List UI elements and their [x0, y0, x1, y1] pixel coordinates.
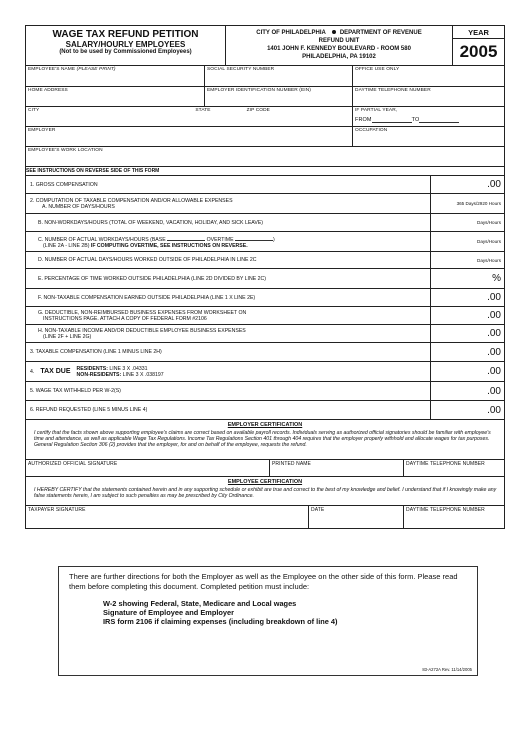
to-input[interactable] — [419, 117, 459, 123]
partial-year-field[interactable]: IF PARTIAL YEAR, FROM TO — [353, 107, 504, 126]
employer-certification — [26, 420, 504, 460]
employer-field[interactable]: EMPLOYER — [26, 127, 353, 146]
agency-city: CITY OF PHILADELPHIA — [256, 30, 326, 36]
form-header — [26, 26, 504, 66]
line-2h: H. NON-TAXABLE INCOME AND/OR DEDUCTIBLE EMPLOYEE BUSINESS EXPENSES (LINE 2F + LINE 2G) .00 — [26, 325, 504, 343]
requirements-note — [58, 566, 478, 676]
agency-address-1: 1401 JOHN F. KENNEDY BOULEVARD - ROOM 580 — [267, 46, 411, 52]
employer-cert-body: I certify that the facts shown above supporting employee's claims are correct based on available payroll records. Individuals serving as authorized official signatories should be familiar with employee's time and attendance, as well as applicable Wage Tax Regulations. Income Tax Regulations Section 401 through 404 requires that the employer properly withhold and allocate wages for tax purposes. General Regulation Section 306 (2) provides that the employer, for and on behalf of the employee, requests the refund. — [34, 430, 491, 449]
to-label: TO — [411, 117, 420, 123]
year-block — [453, 26, 504, 65]
line-2e-value[interactable]: % — [492, 273, 501, 284]
info-row-3 — [26, 107, 504, 127]
employee-certification — [26, 477, 504, 506]
city-state-zip-field[interactable] — [26, 107, 353, 126]
line-6-value[interactable]: .00 — [487, 404, 501, 416]
ssn-field[interactable]: SOCIAL SECURITY NUMBER — [205, 66, 353, 86]
line-5-value[interactable]: .00 — [487, 385, 501, 397]
agency-block — [226, 26, 453, 65]
employee-signature-row — [26, 506, 504, 528]
line-1-value[interactable]: .00 — [487, 179, 501, 190]
tax-due-title: TAX DUE — [40, 367, 71, 375]
requirement-signatures: Signature of Employee and Employer — [103, 608, 235, 618]
from-label: FROM — [355, 117, 372, 123]
requirement-irs-2106: IRS form 2106 if claiming expenses (including breakdown of line 4) — [103, 617, 338, 627]
line-3: 3. TAXABLE COMPENSATION (LINE 1 MINUS LINE 2H) .00 — [26, 343, 504, 362]
taxpayer-signature-field[interactable]: TAXPAYER SIGNATURE — [26, 506, 309, 528]
revision-code: 83-A272A Rev. 11/14/2005 — [422, 667, 472, 672]
year-label: YEAR — [453, 26, 504, 39]
line-2f-value[interactable]: .00 — [487, 292, 501, 303]
ein-field[interactable]: EMPLOYER IDENTIFICATION NUMBER (EIN) — [205, 87, 353, 106]
line-4: 4. TAX DUE RESIDENTS: LINE 3 X .04331 NON-RESIDENTS: LINE 3 X .038197 .00 — [26, 362, 504, 382]
employee-cert-body: I HEREBY CERTIFY that the statements contained herein and in any supporting schedule or exhibit are true and correct to the best of my knowledge and belief. I understand that if I knowingly make any false statements herein, I am subject to such penalties as may be prescribed by City Ordinance. — [34, 487, 497, 500]
line-2b-value[interactable]: Days/Hours — [477, 220, 501, 225]
info-row-1 — [26, 66, 504, 87]
form-note: (Not to be used by Commissioned Employees) — [59, 49, 192, 55]
year-value: 2005 — [459, 42, 498, 61]
requirement-w2: W-2 showing Federal, State, Medicare and Local wages — [103, 599, 297, 608]
employer-phone-field[interactable]: DAYTIME TELEPHONE NUMBER — [406, 461, 485, 467]
line-2b: B. NON-WORKDAYS/HOURS (TOTAL OF WEEKEND, VACATION, HOLIDAY, AND SICK LEAVE) Days/Hours — [26, 214, 504, 232]
line-1: 1. GROSS COMPENSATION .00 — [26, 176, 504, 194]
printed-name-field[interactable]: PRINTED NAME — [270, 460, 404, 476]
employer-cert-title: EMPLOYER CERTIFICATION — [227, 422, 303, 428]
agency-department: DEPARTMENT OF REVENUE — [339, 30, 422, 36]
form-title: WAGE TAX REFUND PETITION — [52, 29, 199, 40]
from-input[interactable] — [372, 117, 412, 123]
employee-phone-field[interactable]: DAYTIME TELEPHONE NUMBER — [406, 507, 485, 513]
occupation-field[interactable]: OCCUPATION — [355, 128, 388, 133]
wage-tax-refund-form — [25, 25, 505, 529]
date-field[interactable]: DATE — [309, 506, 404, 528]
line-2h-value[interactable]: .00 — [487, 328, 501, 339]
line-2a-value[interactable]: 365 Days/2920 Hours — [456, 201, 501, 206]
overtime-input[interactable] — [235, 235, 273, 241]
form-subtitle: SALARY/HOURLY EMPLOYEES — [65, 40, 186, 49]
info-row-5 — [26, 147, 504, 167]
authorized-signature-field[interactable]: AUTHORIZED OFFICIAL SIGNATURE — [26, 460, 270, 476]
line-2g-value[interactable]: .00 — [487, 310, 501, 321]
employer-signature-row — [26, 460, 504, 477]
employee-cert-title: EMPLOYEE CERTIFICATION — [227, 479, 303, 485]
bullet-icon — [332, 30, 336, 34]
agency-address-2: PHILADELPHIA, PA 19102 — [302, 54, 376, 60]
line-2e: E. PERCENTAGE OF TIME WORKED OUTSIDE PHILADELPHIA (LINE 2D DIVIDED BY LINE 2C) % — [26, 269, 504, 289]
line-2d: D. NUMBER OF ACTUAL DAYS/HOURS WORKED OUTSIDE OF PHILADELPHIA IN LINE 2C Days/Hours — [26, 252, 504, 269]
employee-name-field[interactable]: EMPLOYEE'S NAME (PLEASE PRINT) — [26, 66, 205, 86]
line-2g: G. DEDUCTIBLE, NON-REIMBURSED BUSINESS EXPENSES FROM WORKSHEET ON INSTRUCTIONS PAGE. ATTACH A COPY OF FEDERAL FORM #2106 .00 — [26, 307, 504, 325]
base-input[interactable] — [167, 235, 205, 241]
state-label: STATE — [195, 108, 211, 113]
info-row-2 — [26, 87, 504, 107]
line-2c: C. NUMBER OF ACTUAL WORKDAYS/HOURS (BASE OVERTIME ) (LINE 2A - LINE 2B) IF COMPUTING OVERTIME, SEE INSTRUCTIONS ON REVERSE. Days/Hours — [26, 232, 504, 252]
line-2c-value[interactable]: Days/Hours — [477, 239, 501, 244]
line-5: 5. WAGE TAX WITHHELD PER W-2(S) .00 — [26, 382, 504, 401]
line-4-value[interactable]: .00 — [487, 366, 501, 377]
line-6: 6. REFUND REQUESTED (LINE 5 MINUS LINE 4) .00 — [26, 401, 504, 420]
instructions-banner: SEE INSTRUCTIONS ON REVERSE SIDE OF THIS FORM — [26, 167, 504, 176]
form-title-block — [26, 26, 226, 65]
daytime-phone-field[interactable]: DAYTIME TELEPHONE NUMBER — [355, 88, 431, 93]
line-3-value[interactable]: .00 — [487, 346, 501, 358]
line-2d-value[interactable]: Days/Hours — [477, 257, 501, 263]
line-2f: F. NON-TAXABLE COMPENSATION EARNED OUTSIDE PHILADELPHIA (LINE 1 X LINE 2E) .00 — [26, 289, 504, 307]
office-use-field: OFFICE USE ONLY — [355, 67, 400, 72]
work-location-field[interactable]: EMPLOYEE'S WORK LOCATION — [28, 148, 103, 153]
zip-label: ZIP CODE — [246, 108, 270, 113]
city-label: CITY — [28, 108, 40, 113]
info-row-4 — [26, 127, 504, 147]
home-address-field[interactable]: HOME ADDRESS — [26, 87, 205, 106]
line-2a: 2. COMPUTATION OF TAXABLE COMPENSATION AND/OR ALLOWABLE EXPENSES A. NUMBER OF DAYS/HOURS 365 Days/2920 Hours — [26, 194, 504, 214]
agency-unit: REFUND UNIT — [318, 38, 360, 44]
note-text: There are further directions for both the Employer as well as the Employee on the other side of this form. Please read them before completing this document. Completed petition must include: — [69, 572, 458, 591]
